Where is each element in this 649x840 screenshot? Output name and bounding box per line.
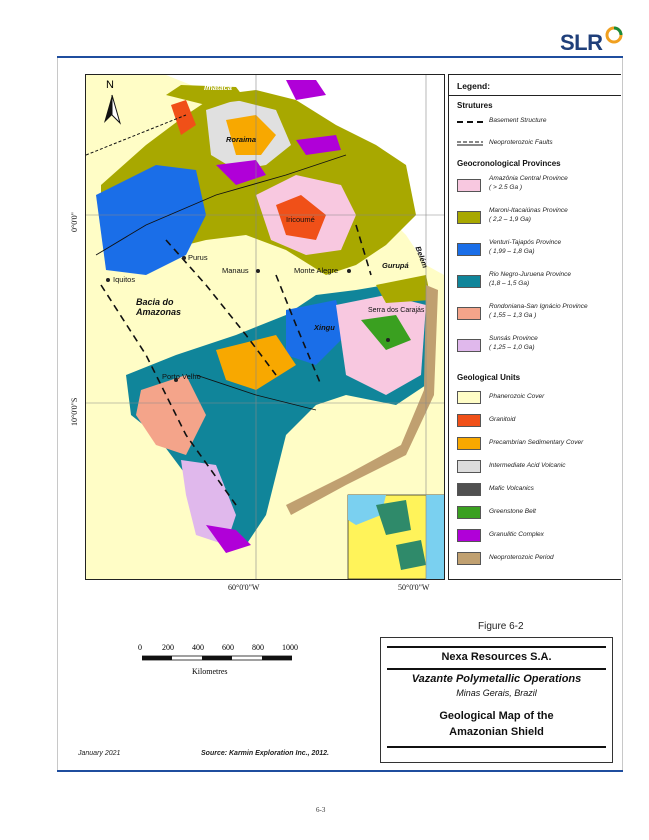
province-age: ( 1,25 – 1,0 Ga)	[489, 344, 535, 351]
slr-logo-mark-icon	[605, 26, 623, 44]
label-gurupa: Gurupá	[382, 261, 409, 270]
frame-right	[622, 58, 623, 770]
coord-lon-50w: 50°0'0"W	[398, 583, 430, 592]
province-name: Amazônia Central Province	[489, 175, 568, 182]
figure-title-line2: Amazonian Shield	[449, 726, 544, 738]
province-swatch	[457, 307, 481, 320]
label-purus: Purus	[188, 253, 208, 262]
legend-structures-heading: Strutures	[457, 101, 493, 110]
scale-bar-graphic	[142, 654, 292, 666]
label-roraima: Roraima	[226, 135, 257, 144]
label-bacia-amazonas: Bacia do Amazonas	[136, 297, 182, 317]
footer-source: Source: Karmin Exploration Inc., 2012.	[201, 750, 329, 757]
coord-lat-10s: 10°0'0"S	[70, 397, 79, 426]
scale-tick-label: 200	[162, 643, 174, 652]
label-belem: Belém	[413, 245, 430, 270]
unit-swatch	[457, 529, 481, 542]
province-swatch	[457, 339, 481, 352]
company-name: Nexa Resources S.A.	[441, 651, 552, 663]
header-rule	[57, 56, 623, 58]
unit-name: Phanerozoic Cover	[489, 393, 545, 400]
province-age: ( 1,99 – 1,8 Ga)	[489, 248, 535, 255]
label-manaus: Manaus	[222, 266, 249, 275]
province-name: Venturi-Tajapós Province	[489, 239, 562, 246]
unit-swatch	[457, 552, 481, 565]
unit-swatch	[457, 414, 481, 427]
coord-lon-60w: 60°0'0"W	[228, 583, 260, 592]
label-iquitos: Iquitos	[113, 275, 136, 284]
unit-swatch	[457, 506, 481, 519]
province-name: Rio Negro-Juruena Province	[489, 271, 572, 278]
slr-logo: SLR	[560, 30, 603, 55]
province-swatch	[457, 179, 481, 192]
province-age: ( > 2.5 Ga )	[489, 184, 523, 191]
unit-name: Greenstone Belt	[489, 508, 536, 515]
title-rule-bottom	[387, 746, 606, 748]
unit-swatch	[457, 483, 481, 496]
scale-tick-label: 1000	[282, 643, 298, 652]
province-swatch	[457, 211, 481, 224]
province-swatch	[457, 243, 481, 256]
footer-rule	[57, 770, 623, 772]
scale-tick-label: 0	[138, 643, 142, 652]
province-swatch	[457, 275, 481, 288]
label-iricoume: Iricoumé	[286, 215, 315, 224]
frame-left	[57, 58, 58, 770]
province-name: Rondoniana-San Ignácio Province	[489, 303, 588, 310]
title-rule-top	[387, 646, 606, 648]
unit-name: Precambrian Sedimentary Cover	[489, 439, 584, 446]
figure-title-line1: Geological Map of the	[439, 710, 554, 722]
unit-swatch	[457, 437, 481, 450]
legend-basement-structure: Basement Structure	[489, 117, 547, 124]
scale-tick-label: 800	[252, 643, 264, 652]
province-name: Maroni-Itacaiúnas Province	[489, 207, 568, 214]
legend-divider	[449, 95, 621, 96]
legend-provinces-heading: Geocronological Provinces	[457, 159, 561, 168]
label-porto-velho: Porto Velho	[162, 372, 201, 381]
title-block	[380, 637, 613, 763]
label-xingu: Xingu	[314, 323, 335, 332]
scale-unit: Kilometres	[192, 667, 228, 676]
footer-date: January 2021	[78, 750, 121, 757]
province-age: ( 1,55 – 1,3 Ga )	[489, 312, 537, 319]
legend-title: Legend:	[457, 81, 491, 91]
coord-lat-0: 0°0'0"	[70, 212, 79, 232]
basement-structure-symbol	[457, 119, 483, 125]
page-number: 6-3	[316, 806, 326, 814]
north-label: N	[106, 79, 114, 91]
province-age: ( 2,2 – 1,9 Ga)	[489, 216, 531, 223]
unit-name: Granitoid	[489, 416, 516, 423]
unit-name: Mafic Volcanics	[489, 485, 534, 492]
figure-number: Figure 6-2	[478, 621, 524, 632]
unit-name: Granulitic Complex	[489, 531, 544, 538]
map-drawing	[86, 75, 444, 579]
unit-name: Intermediate Acid Volcanic	[489, 462, 566, 469]
project-name: Vazante Polymetallic Operations	[411, 673, 582, 685]
title-rule-mid	[387, 668, 606, 670]
label-monte-alegre: Monte Alegre	[294, 266, 339, 275]
unit-swatch	[457, 391, 481, 404]
legend-units-heading: Geological Units	[457, 373, 521, 382]
legend-neoproterozoic-faults: Neoproterozoic Faults	[489, 139, 553, 146]
province-name: Sunsás Province	[489, 335, 538, 342]
geological-map	[85, 74, 445, 580]
unit-swatch	[457, 460, 481, 473]
scale-tick-label: 600	[222, 643, 234, 652]
map-legend	[448, 74, 621, 580]
province-age: (1,8 – 1,5 Ga)	[489, 280, 530, 287]
neoproterozoic-faults-symbol	[457, 139, 483, 147]
label-imataca: Imataca	[204, 83, 232, 92]
scale-bar	[142, 653, 292, 665]
unit-name: Neoproterozoic Period	[489, 554, 554, 561]
label-serra-carajas: Serra dos Carajás	[368, 307, 425, 314]
scale-tick-label: 400	[192, 643, 204, 652]
project-location: Minas Gerais, Brazil	[456, 688, 537, 698]
